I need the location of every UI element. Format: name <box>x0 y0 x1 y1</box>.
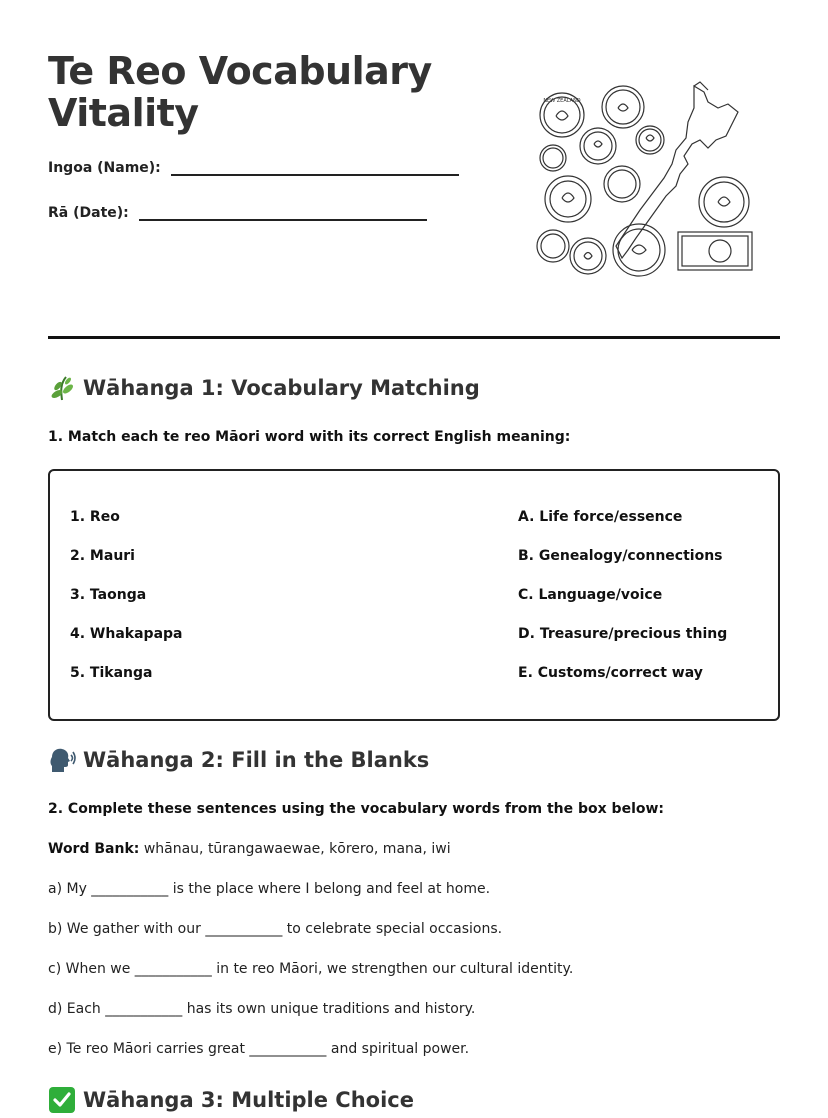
word-item: 4. Whakapapa <box>70 626 183 642</box>
speaking-head-icon <box>48 746 76 774</box>
meaning-item: A. Life force/essence <box>518 509 683 525</box>
section-3-heading <box>48 1086 414 1114</box>
word-item: 1. Reo <box>70 509 120 525</box>
word-bank-label: Word Bank: <box>48 841 140 857</box>
herb-icon <box>48 374 76 402</box>
title-line-1: Te Reo Vocabulary <box>48 49 432 93</box>
header-divider <box>48 336 780 339</box>
fill-blank-sentence: d) Each ___________ has its own unique traditions and history. <box>48 1001 476 1017</box>
name-write-line[interactable] <box>171 160 459 176</box>
section-1-heading <box>48 374 480 402</box>
date-field[interactable] <box>48 205 427 221</box>
maori-words-column <box>70 509 183 704</box>
word-item: 2. Mauri <box>70 548 135 564</box>
section-1-title: Wāhanga 1: Vocabulary Matching <box>83 376 480 400</box>
meaning-item: C. Language/voice <box>518 587 663 603</box>
fill-blank-sentence: a) My ___________ is the place where I belong and feel at home. <box>48 881 491 897</box>
meaning-item: D. Treasure/precious thing <box>518 626 728 642</box>
word-bank-words: whānau, tūrangawaewae, kōrero, mana, iwi <box>143 841 451 857</box>
english-meanings-column <box>518 509 727 704</box>
question-1-instruction: 1. Match each te reo Māori word with its correct English meaning: <box>48 429 571 445</box>
coin-inscription: NEW ZEALAND <box>543 98 581 104</box>
title-line-2: Vitality <box>48 91 199 135</box>
fill-blank-sentence: c) When we ___________ in te reo Māori, we strengthen our cultural identity. <box>48 961 574 977</box>
section-2-title: Wāhanga 2: Fill in the Blanks <box>83 748 430 772</box>
date-label: Rā (Date): <box>48 205 129 221</box>
name-field[interactable] <box>48 160 459 176</box>
worksheet-title <box>48 50 468 134</box>
nz-coins-illustration <box>532 78 762 283</box>
word-bank <box>48 841 451 857</box>
matching-box <box>48 469 780 721</box>
fill-blank-sentence: e) Te reo Māori carries great ___________ and spiritual power. <box>48 1041 470 1057</box>
word-item: 3. Taonga <box>70 587 147 603</box>
word-item: 5. Tikanga <box>70 665 153 681</box>
section-3-title: Wāhanga 3: Multiple Choice <box>83 1088 414 1112</box>
meaning-item: B. Genealogy/connections <box>518 548 723 564</box>
section-2-heading <box>48 746 429 774</box>
fill-blank-sentence: b) We gather with our ___________ to celebrate special occasions. <box>48 921 503 937</box>
date-write-line[interactable] <box>139 205 427 221</box>
question-2-instruction: 2. Complete these sentences using the vocabulary words from the box below: <box>48 801 665 817</box>
meaning-item: E. Customs/correct way <box>518 665 703 681</box>
name-label: Ingoa (Name): <box>48 160 161 176</box>
check-mark-button-icon <box>48 1086 76 1114</box>
